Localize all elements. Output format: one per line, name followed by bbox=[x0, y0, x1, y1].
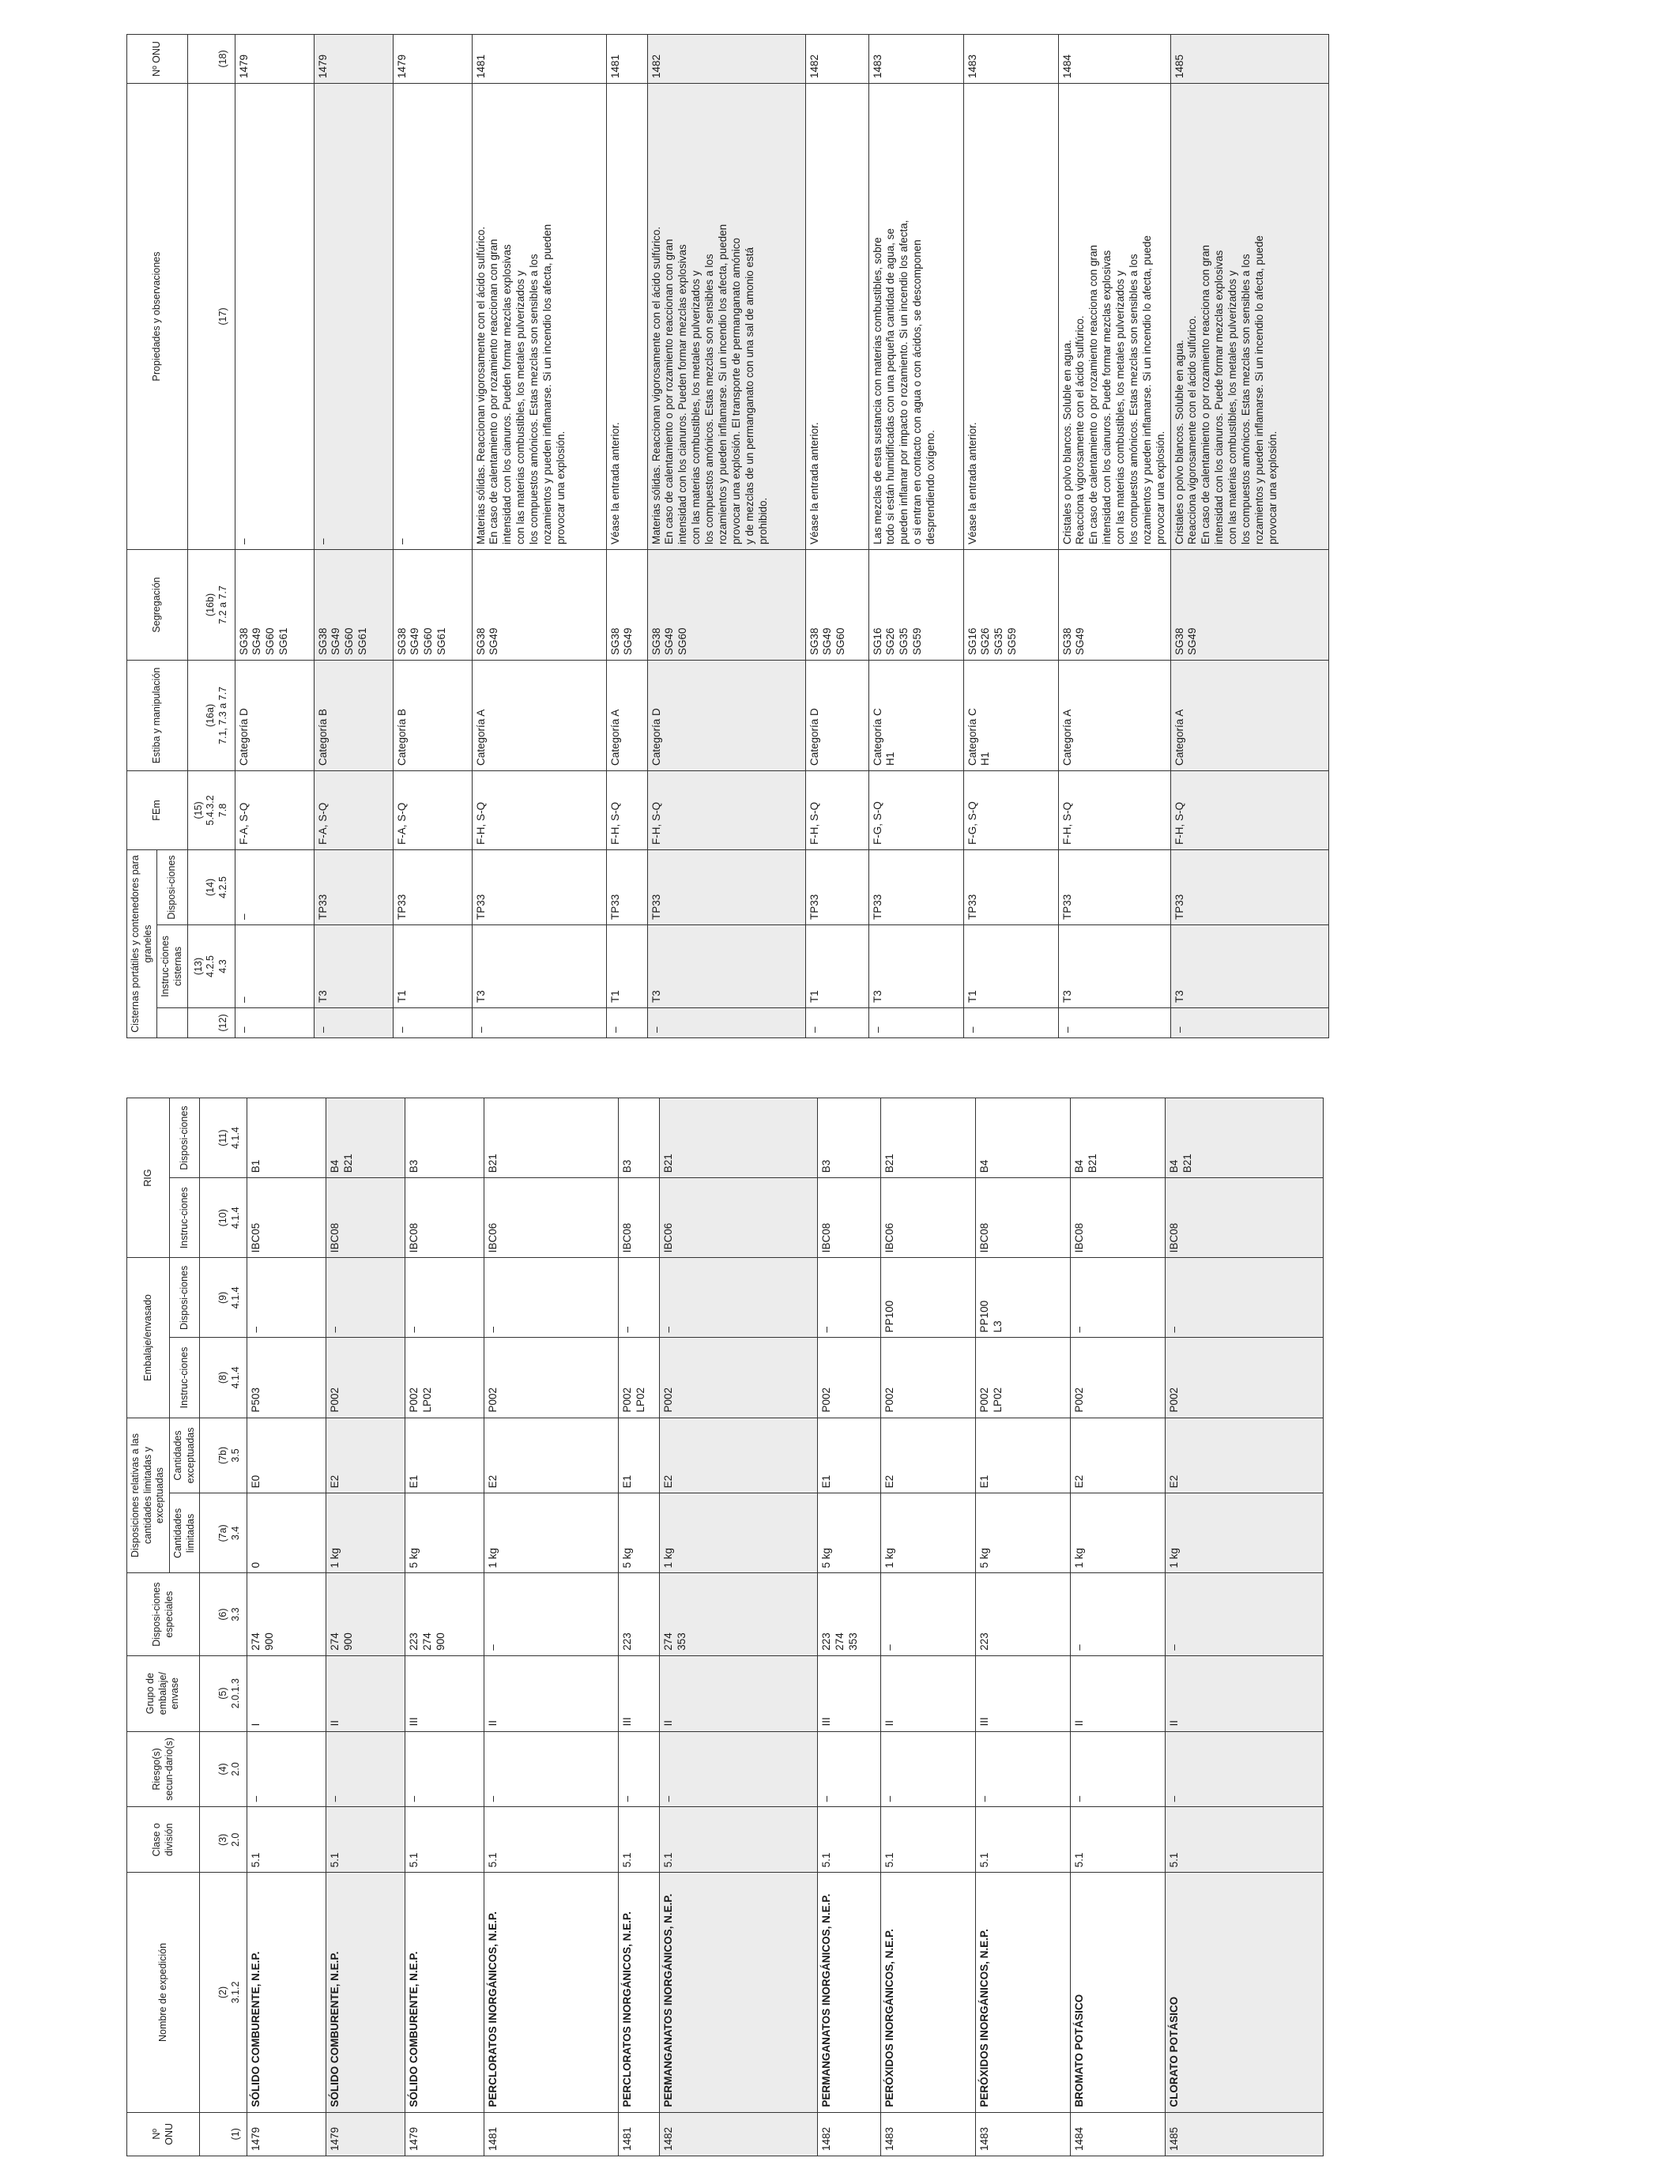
un-cell-right: 1482 bbox=[805, 34, 868, 83]
packing-group-cell: II bbox=[1071, 1655, 1166, 1731]
segregation-cell: SG38 SG49 bbox=[606, 549, 647, 660]
header-packing-group: Grupo de embalaje/ envase bbox=[127, 1655, 200, 1731]
col12-cell: – bbox=[393, 1008, 472, 1038]
col-num-9: (9) 4.1.4 bbox=[200, 1258, 247, 1338]
un-cell: 1485 bbox=[1166, 2112, 1324, 2156]
stowage-cell: Categoría B bbox=[393, 660, 472, 770]
excepted-qty-cell: E2 bbox=[1166, 1418, 1324, 1493]
un-cell: 1484 bbox=[1071, 2112, 1166, 2156]
packing-prov-cell: – bbox=[818, 1258, 881, 1338]
ems-cell: F-G, S-Q bbox=[868, 770, 963, 849]
properties-cell: Materias sólidas. Reaccionan vigorosamente con el ácido sulfúrico. En caso de calentamiento o por rozamiento reaccionan con gran intensidad con los cianuros. Pueden formar mezclas explosivas con las materias combustibles, los metales pulverizados y los compuestos amónicos. Estas mezclas son sensibles a los rozamientos y pueden inflamarse. Si un incendio los afecta, pueden provocar una explosión. bbox=[472, 83, 606, 549]
special-provisions-cell: 274 353 bbox=[660, 1573, 818, 1655]
packing-instr-cell: P002 bbox=[1071, 1338, 1166, 1418]
col12-cell: – bbox=[472, 1008, 606, 1038]
un-cell-right: 1483 bbox=[868, 34, 963, 83]
col12-cell: – bbox=[314, 1008, 393, 1038]
table-row bbox=[619, 1098, 660, 2156]
excepted-qty-cell: E2 bbox=[326, 1418, 405, 1493]
header-lq-group: Disposiciones relativas a las cantidades limitadas y exceptuadas bbox=[127, 1418, 170, 1573]
tank-prov-cell: TP33 bbox=[472, 849, 606, 924]
class-cell: 5.1 bbox=[881, 1807, 976, 1873]
table-row bbox=[1170, 34, 1328, 1037]
limited-qty-cell: 0 bbox=[247, 1493, 326, 1573]
special-provisions-cell: 223 bbox=[619, 1573, 660, 1655]
col-num-8: (8) 4.1.4 bbox=[200, 1338, 247, 1418]
stowage-cell: Categoría D bbox=[647, 660, 805, 770]
ibc-prov-cell: B21 bbox=[881, 1098, 976, 1178]
packing-instr-cell: P002 LP02 bbox=[976, 1338, 1071, 1418]
col-num-11: (11) 4.1.4 bbox=[200, 1098, 247, 1178]
excepted-qty-cell: E2 bbox=[484, 1418, 619, 1493]
ems-cell: F-H, S-Q bbox=[472, 770, 606, 849]
un-cell-right: 1479 bbox=[235, 34, 314, 83]
table-row bbox=[484, 1098, 619, 2156]
ibc-instr-cell: IBC08 bbox=[1166, 1178, 1324, 1258]
stowage-cell: Categoría C H1 bbox=[868, 660, 963, 770]
tank-instr-cell: T1 bbox=[805, 925, 868, 1008]
class-cell: 5.1 bbox=[1071, 1807, 1166, 1873]
limited-qty-cell: 1 kg bbox=[881, 1493, 976, 1573]
col-num-5: (5) 2.0.1.3 bbox=[200, 1655, 247, 1731]
packing-instr-cell: P503 bbox=[247, 1338, 326, 1418]
stowage-cell: Categoría A bbox=[1058, 660, 1170, 770]
excepted-qty-cell: E1 bbox=[818, 1418, 881, 1493]
un-cell-right: 1482 bbox=[647, 34, 805, 83]
properties-cell: – bbox=[314, 83, 393, 549]
properties-cell: Materias sólidas. Reaccionan vigorosamente con el ácido sulfúrico. En caso de calentamiento o por rozamiento reaccionan con gran intensidad con los cianuros. Pueden formar mezclas explosivas con las materias combustibles, los metales pulverizados y los compuestos amónicos. Estas mezclas son sensibles a los rozamientos y pueden inflamarse. Si un incendio los afecta, pueden provocar una explosión. El transporte de permanganato amónico y de mezclas de un permanganato con una sal de amonio está prohibido. bbox=[647, 83, 805, 549]
limited-qty-cell: 5 kg bbox=[976, 1493, 1071, 1573]
excepted-qty-cell: E2 bbox=[1071, 1418, 1166, 1493]
ibc-instr-cell: IBC06 bbox=[660, 1178, 818, 1258]
header-ibc: RIG bbox=[127, 1098, 170, 1258]
properties-cell: – bbox=[393, 83, 472, 549]
segregation-cell: SG38 SG49 SG60 bbox=[647, 549, 805, 660]
un-cell-right: 1481 bbox=[472, 34, 606, 83]
ibc-instr-cell: IBC08 bbox=[1071, 1178, 1166, 1258]
col-num-17: (17) bbox=[187, 83, 235, 549]
class-cell: 5.1 bbox=[247, 1807, 326, 1873]
subrisk-cell: – bbox=[818, 1731, 881, 1807]
ibc-instr-cell: IBC06 bbox=[484, 1178, 619, 1258]
header-class: Clase o división bbox=[127, 1807, 200, 1873]
tank-instr-cell: T3 bbox=[647, 925, 805, 1008]
subrisk-cell: – bbox=[405, 1731, 484, 1807]
packing-group-cell: II bbox=[1166, 1655, 1324, 1731]
segregation-cell: SG38 SG49 SG60 SG61 bbox=[235, 549, 314, 660]
col-num-7b: (7b) 3.5 bbox=[200, 1418, 247, 1493]
un-cell: 1483 bbox=[881, 2112, 976, 2156]
limited-qty-cell: 1 kg bbox=[1166, 1493, 1324, 1573]
table-row bbox=[606, 34, 647, 1037]
ibc-instr-cell: IBC08 bbox=[976, 1178, 1071, 1258]
ibc-prov-cell: B3 bbox=[405, 1098, 484, 1178]
col-num-2: (2) 3.1.2 bbox=[200, 1873, 247, 2112]
header-segregation: Segregación bbox=[127, 549, 188, 660]
un-cell: 1479 bbox=[247, 2112, 326, 2156]
header-un-no-right: Nº ONU bbox=[127, 34, 188, 83]
tank-instr-cell: T1 bbox=[393, 925, 472, 1008]
tank-prov-cell: TP33 bbox=[647, 849, 805, 924]
properties-cell: Véase la entrada anterior. bbox=[805, 83, 868, 549]
un-cell-right: 1485 bbox=[1170, 34, 1328, 83]
class-cell: 5.1 bbox=[1166, 1807, 1324, 1873]
packing-instr-cell: P002 LP02 bbox=[405, 1338, 484, 1418]
tank-prov-cell: TP33 bbox=[1058, 849, 1170, 924]
class-cell: 5.1 bbox=[976, 1807, 1071, 1873]
ems-cell: F-H, S-Q bbox=[1058, 770, 1170, 849]
segregation-cell: SG16 SG26 SG35 SG59 bbox=[963, 549, 1058, 660]
un-cell: 1481 bbox=[484, 2112, 619, 2156]
un-cell: 1483 bbox=[976, 2112, 1071, 2156]
col-num-3: (3) 2.0 bbox=[200, 1807, 247, 1873]
table-row bbox=[405, 1098, 484, 2156]
ibc-prov-cell: B3 bbox=[818, 1098, 881, 1178]
col12-cell: – bbox=[805, 1008, 868, 1038]
header-subrisk: Riesgo(s) secun-dario(s) bbox=[127, 1731, 200, 1807]
table-row bbox=[660, 1098, 818, 2156]
properties-cell: Véase la entrada anterior. bbox=[963, 83, 1058, 549]
subrisk-cell: – bbox=[881, 1731, 976, 1807]
tank-prov-cell: TP33 bbox=[393, 849, 472, 924]
packing-prov-cell: – bbox=[1071, 1258, 1166, 1338]
ibc-instr-cell: IBC08 bbox=[405, 1178, 484, 1258]
ems-cell: F-H, S-Q bbox=[606, 770, 647, 849]
special-provisions-cell: 274 900 bbox=[326, 1573, 405, 1655]
name-cell: BROMATO POTÁSICO bbox=[1071, 1873, 1166, 2112]
subrisk-cell: – bbox=[976, 1731, 1071, 1807]
class-cell: 5.1 bbox=[619, 1807, 660, 1873]
segregation-cell: SG38 SG49 bbox=[1170, 549, 1328, 660]
tank-prov-cell: TP33 bbox=[314, 849, 393, 924]
limited-qty-cell: 5 kg bbox=[619, 1493, 660, 1573]
special-provisions-cell: – bbox=[1166, 1573, 1324, 1655]
ibc-prov-cell: B4 B21 bbox=[1166, 1098, 1324, 1178]
un-cell: 1482 bbox=[660, 2112, 818, 2156]
ems-cell: F-G, S-Q bbox=[963, 770, 1058, 849]
col-num-16b: (16b) 7.2 a 7.7 bbox=[187, 549, 235, 660]
stowage-cell: Categoría C H1 bbox=[963, 660, 1058, 770]
segregation-cell: SG38 SG49 SG60 SG61 bbox=[314, 549, 393, 660]
name-cell: SÓLIDO COMBURENTE, N.E.P. bbox=[405, 1873, 484, 2112]
packing-instr-cell: P002 bbox=[660, 1338, 818, 1418]
packing-prov-cell: – bbox=[619, 1258, 660, 1338]
name-cell: PERCLORATOS INORGÁNICOS, N.E.P. bbox=[484, 1873, 619, 2112]
excepted-qty-cell: E1 bbox=[976, 1418, 1071, 1493]
class-cell: 5.1 bbox=[326, 1807, 405, 1873]
col-num-14: (14) 4.2.5 bbox=[187, 849, 235, 924]
packing-instr-cell: P002 bbox=[818, 1338, 881, 1418]
header-name: Nombre de expedición bbox=[127, 1873, 200, 2112]
header-un-no: Nº ONU bbox=[127, 2112, 200, 2156]
subrisk-cell: – bbox=[660, 1731, 818, 1807]
col12-cell: – bbox=[647, 1008, 805, 1038]
segregation-cell: SG38 SG49 SG60 SG61 bbox=[393, 549, 472, 660]
col-num-13: (13) 4.2.5 4.3 bbox=[187, 925, 235, 1008]
table-row bbox=[393, 34, 472, 1037]
un-cell-right: 1483 bbox=[963, 34, 1058, 83]
ibc-instr-cell: IBC05 bbox=[247, 1178, 326, 1258]
ibc-prov-cell: B1 bbox=[247, 1098, 326, 1178]
tank-prov-cell: TP33 bbox=[606, 849, 647, 924]
subrisk-cell: – bbox=[619, 1731, 660, 1807]
ibc-prov-cell: B4 B21 bbox=[326, 1098, 405, 1178]
tank-instr-cell: – bbox=[235, 925, 314, 1008]
tank-instr-cell: T3 bbox=[868, 925, 963, 1008]
class-cell: 5.1 bbox=[818, 1807, 881, 1873]
header-pack-instr: Instruc-ciones bbox=[169, 1338, 199, 1418]
tank-prov-cell: TP33 bbox=[868, 849, 963, 924]
un-cell: 1479 bbox=[405, 2112, 484, 2156]
packing-group-cell: II bbox=[326, 1655, 405, 1731]
ems-cell: F-A, S-Q bbox=[393, 770, 472, 849]
limited-qty-cell: 5 kg bbox=[405, 1493, 484, 1573]
col12-cell: – bbox=[235, 1008, 314, 1038]
col12-cell: – bbox=[606, 1008, 647, 1038]
header-lq: Cantidades limitadas bbox=[169, 1493, 199, 1573]
ibc-prov-cell: B4 B21 bbox=[1071, 1098, 1166, 1178]
name-cell: PERMANGANATOS INORGÁNICOS, N.E.P. bbox=[818, 1873, 881, 2112]
un-cell: 1479 bbox=[326, 2112, 405, 2156]
excepted-qty-cell: E0 bbox=[247, 1418, 326, 1493]
packing-prov-cell: PP100 L3 bbox=[976, 1258, 1071, 1338]
header-ems: FEm bbox=[127, 770, 188, 849]
special-provisions-cell: 274 900 bbox=[247, 1573, 326, 1655]
limited-qty-cell: 1 kg bbox=[484, 1493, 619, 1573]
packing-prov-cell: PP100 bbox=[881, 1258, 976, 1338]
ems-cell: F-A, S-Q bbox=[235, 770, 314, 849]
ibc-instr-cell: IBC08 bbox=[619, 1178, 660, 1258]
packing-instr-cell: P002 bbox=[881, 1338, 976, 1418]
col-num-1: (1) bbox=[200, 2112, 247, 2156]
col12-cell: – bbox=[868, 1008, 963, 1038]
packing-instr-cell: P002 bbox=[484, 1338, 619, 1418]
col12-cell: – bbox=[963, 1008, 1058, 1038]
tank-instr-cell: T3 bbox=[1170, 925, 1328, 1008]
table-row bbox=[1166, 1098, 1324, 2156]
packing-group-cell: III bbox=[976, 1655, 1071, 1731]
ibc-prov-cell: B21 bbox=[660, 1098, 818, 1178]
col-num-10: (10) 4.1.4 bbox=[200, 1178, 247, 1258]
dangerous-goods-table-right bbox=[126, 34, 1329, 1038]
packing-prov-cell: – bbox=[1166, 1258, 1324, 1338]
table-row bbox=[647, 34, 805, 1037]
class-cell: 5.1 bbox=[484, 1807, 619, 1873]
subrisk-cell: – bbox=[326, 1731, 405, 1807]
properties-cell: Véase la entrada anterior. bbox=[606, 83, 647, 549]
subrisk-cell: – bbox=[484, 1731, 619, 1807]
table-row bbox=[235, 34, 314, 1037]
tank-prov-cell: TP33 bbox=[1170, 849, 1328, 924]
col-num-18: (18) bbox=[187, 34, 235, 83]
excepted-qty-cell: E2 bbox=[881, 1418, 976, 1493]
stowage-cell: Categoría A bbox=[472, 660, 606, 770]
limited-qty-cell: 5 kg bbox=[818, 1493, 881, 1573]
header-tank-prov: Disposi-ciones bbox=[157, 849, 187, 924]
special-provisions-cell: – bbox=[881, 1573, 976, 1655]
table-row bbox=[247, 1098, 326, 2156]
special-provisions-cell: 223 bbox=[976, 1573, 1071, 1655]
stowage-cell: Categoría A bbox=[1170, 660, 1328, 770]
header-properties: Propiedades y observaciones bbox=[127, 83, 188, 549]
packing-group-cell: I bbox=[247, 1655, 326, 1731]
tank-instr-cell: T1 bbox=[606, 925, 647, 1008]
segregation-cell: SG38 SG49 bbox=[472, 549, 606, 660]
ibc-instr-cell: IBC06 bbox=[881, 1178, 976, 1258]
packing-prov-cell: – bbox=[484, 1258, 619, 1338]
header-ibc-prov: Disposi-ciones bbox=[169, 1098, 199, 1178]
ems-cell: F-H, S-Q bbox=[805, 770, 868, 849]
properties-cell: Cristales o polvo blancos. Soluble en agua. Reacciona vigorosamente con el ácido sulfúrico. En caso de calentamiento o por rozamiento reacciona con gran intensidad con los cianuros. Puede formar mezclas explosivas con las materias combustibles, los metales pulverizados y los compuestos amónicos. Estas mezclas son sensibles a los rozamientos y pueden inflamarse. Si un incendio lo afecta, puede provocar una explosión. bbox=[1170, 83, 1328, 549]
col-num-7a: (7a) 3.4 bbox=[200, 1493, 247, 1573]
packing-group-cell: III bbox=[818, 1655, 881, 1731]
packing-prov-cell: – bbox=[660, 1258, 818, 1338]
header-tank-group: Cisternas portátiles y contenedores para graneles bbox=[127, 849, 157, 1037]
table-row bbox=[805, 34, 868, 1037]
table-row bbox=[1071, 1098, 1166, 2156]
un-cell-right: 1479 bbox=[314, 34, 393, 83]
dangerous-goods-table-left bbox=[126, 1098, 1324, 2156]
header-tank-instr: Instruc-ciones cisternas bbox=[157, 925, 187, 1008]
table-row bbox=[472, 34, 606, 1037]
name-cell: PERÓXIDOS INORGÁNICOS, N.E.P. bbox=[976, 1873, 1071, 2112]
packing-group-cell: II bbox=[881, 1655, 976, 1731]
name-cell: PERMANGANATOS INORGÁNICOS, N.E.P. bbox=[660, 1873, 818, 2112]
table-row bbox=[326, 1098, 405, 2156]
table-row bbox=[818, 1098, 881, 2156]
stowage-cell: Categoría A bbox=[606, 660, 647, 770]
table-row bbox=[881, 1098, 976, 2156]
col12-cell: – bbox=[1058, 1008, 1170, 1038]
un-cell-right: 1479 bbox=[393, 34, 472, 83]
col-num-4: (4) 2.0 bbox=[200, 1731, 247, 1807]
packing-group-cell: II bbox=[484, 1655, 619, 1731]
tank-instr-cell: T1 bbox=[963, 925, 1058, 1008]
header-col12 bbox=[157, 1008, 187, 1038]
class-cell: 5.1 bbox=[660, 1807, 818, 1873]
tank-prov-cell: TP33 bbox=[963, 849, 1058, 924]
tank-instr-cell: T3 bbox=[314, 925, 393, 1008]
special-provisions-cell: 223 274 900 bbox=[405, 1573, 484, 1655]
subrisk-cell: – bbox=[1166, 1731, 1324, 1807]
properties-cell: Las mezclas de esta sustancia con materias combustibles, sobre todo si están humidificadas con una pequeña cantidad de agua, se pueden inflamar por impacto o rozamiento. Si un incendio los afecta, o si entran en contacto con agua o con ácidos, se descomponen desprendiendo oxígeno. bbox=[868, 83, 963, 549]
stowage-cell: Categoría B bbox=[314, 660, 393, 770]
col-num-15: (15) 5.4.3.2 7.8 bbox=[187, 770, 235, 849]
header-ibc-instr: Instruc-ciones bbox=[169, 1178, 199, 1258]
un-cell: 1482 bbox=[818, 2112, 881, 2156]
packing-prov-cell: – bbox=[405, 1258, 484, 1338]
header-stowage: Estiba y manipulación bbox=[127, 660, 188, 770]
table-row bbox=[868, 34, 963, 1037]
ibc-prov-cell: B4 bbox=[976, 1098, 1071, 1178]
table-row bbox=[1058, 34, 1170, 1037]
stowage-cell: Categoría D bbox=[235, 660, 314, 770]
limited-qty-cell: 1 kg bbox=[660, 1493, 818, 1573]
limited-qty-cell: 1 kg bbox=[326, 1493, 405, 1573]
ems-cell: F-H, S-Q bbox=[647, 770, 805, 849]
properties-cell: – bbox=[235, 83, 314, 549]
packing-prov-cell: – bbox=[326, 1258, 405, 1338]
col-num-6: (6) 3.3 bbox=[200, 1573, 247, 1655]
ibc-instr-cell: IBC08 bbox=[326, 1178, 405, 1258]
header-eq: Cantidades exceptuadas bbox=[169, 1418, 199, 1493]
limited-qty-cell: 1 kg bbox=[1071, 1493, 1166, 1573]
col-num-12: (12) bbox=[187, 1008, 235, 1038]
table-row bbox=[314, 34, 393, 1037]
special-provisions-cell: – bbox=[1071, 1573, 1166, 1655]
col12-cell: – bbox=[1170, 1008, 1328, 1038]
header-packing: Embalaje/envasado bbox=[127, 1258, 170, 1418]
excepted-qty-cell: E2 bbox=[660, 1418, 818, 1493]
excepted-qty-cell: E1 bbox=[405, 1418, 484, 1493]
un-cell-right: 1481 bbox=[606, 34, 647, 83]
ems-cell: F-H, S-Q bbox=[1170, 770, 1328, 849]
ibc-prov-cell: B21 bbox=[484, 1098, 619, 1178]
segregation-cell: SG38 SG49 SG60 bbox=[805, 549, 868, 660]
col-num-16a: (16a) 7.1, 7.3 a 7.7 bbox=[187, 660, 235, 770]
name-cell: SÓLIDO COMBURENTE, N.E.P. bbox=[247, 1873, 326, 2112]
header-pack-prov: Disposi-ciones bbox=[169, 1258, 199, 1338]
special-provisions-cell: 223 274 353 bbox=[818, 1573, 881, 1655]
packing-group-cell: III bbox=[405, 1655, 484, 1731]
ibc-prov-cell: B3 bbox=[619, 1098, 660, 1178]
packing-instr-cell: P002 LP02 bbox=[619, 1338, 660, 1418]
packing-group-cell: III bbox=[619, 1655, 660, 1731]
subrisk-cell: – bbox=[1071, 1731, 1166, 1807]
un-cell-right: 1484 bbox=[1058, 34, 1170, 83]
packing-instr-cell: P002 bbox=[326, 1338, 405, 1418]
un-cell: 1481 bbox=[619, 2112, 660, 2156]
table-row bbox=[976, 1098, 1071, 2156]
header-special: Disposi-ciones especiales bbox=[127, 1573, 200, 1655]
tank-prov-cell: – bbox=[235, 849, 314, 924]
tank-prov-cell: TP33 bbox=[805, 849, 868, 924]
name-cell: PERCLORATOS INORGÁNICOS, N.E.P. bbox=[619, 1873, 660, 2112]
name-cell: CLORATO POTÁSICO bbox=[1166, 1873, 1324, 2112]
special-provisions-cell: – bbox=[484, 1573, 619, 1655]
segregation-cell: SG38 SG49 bbox=[1058, 549, 1170, 660]
subrisk-cell: – bbox=[247, 1731, 326, 1807]
ems-cell: F-A, S-Q bbox=[314, 770, 393, 849]
tank-instr-cell: T3 bbox=[1058, 925, 1170, 1008]
packing-prov-cell: – bbox=[247, 1258, 326, 1338]
table-row bbox=[963, 34, 1058, 1037]
ibc-instr-cell: IBC08 bbox=[818, 1178, 881, 1258]
properties-cell: Cristales o polvo blancos. Soluble en agua. Reacciona vigorosamente con el ácido sulfúrico. En caso de calentamiento o por rozamiento reacciona con gran intensidad con los cianuros. Puede formar mezclas explosivas con las materias combustibles, los metales pulverizados y los compuestos amónicos. Estas mezclas son sensibles a los rozamientos y pueden inflamarse. Si un incendio lo afecta, puede provocar una explosión. bbox=[1058, 83, 1170, 549]
tank-instr-cell: T3 bbox=[472, 925, 606, 1008]
class-cell: 5.1 bbox=[405, 1807, 484, 1873]
segregation-cell: SG16 SG26 SG35 SG59 bbox=[868, 549, 963, 660]
stowage-cell: Categoría D bbox=[805, 660, 868, 770]
name-cell: SÓLIDO COMBURENTE, N.E.P. bbox=[326, 1873, 405, 2112]
packing-group-cell: II bbox=[660, 1655, 818, 1731]
excepted-qty-cell: E1 bbox=[619, 1418, 660, 1493]
name-cell: PERÓXIDOS INORGÁNICOS, N.E.P. bbox=[881, 1873, 976, 2112]
packing-instr-cell: P002 bbox=[1166, 1338, 1324, 1418]
